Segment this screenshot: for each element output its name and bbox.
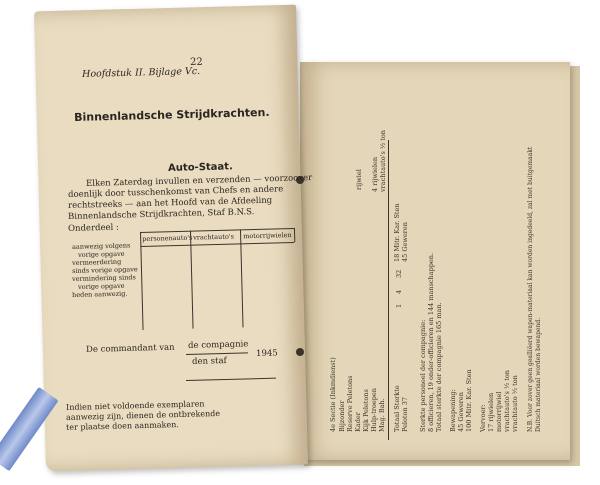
armament-line: 45 Geweren: [457, 392, 465, 432]
footnote-line: Indien niet voldoende exemplaren: [65, 399, 205, 412]
column-label: Reserve Peletons: [346, 375, 354, 432]
total-value: 18 Mitr. Kar. Sten: [393, 203, 401, 262]
total-value: 32: [395, 269, 403, 278]
page-heading: Binnenlandsche Strijdkrachten.: [73, 105, 270, 124]
side-note: vorige opgave: [77, 281, 125, 291]
signature-option: den staf: [191, 356, 227, 367]
table-header: personenauto's: [142, 233, 193, 243]
instruction-line: rechtstreeks — aan het Hoofd van de Afdeeling: [67, 195, 273, 211]
column-label: Mag. Bah.: [378, 398, 386, 432]
signature-line-label: De commandant van: [85, 342, 175, 355]
strength-line: 8 officieren, 19 onder-officieren en 144 manschappen.: [427, 252, 435, 432]
column-label: Bijzonder: [338, 400, 346, 432]
side-note: vermindering sinds: [71, 273, 136, 283]
footnote-line: aanwezig zijn, dienen de ontbrekende: [65, 408, 221, 422]
totals-divider: [388, 140, 389, 440]
signature-option: de compagnie: [187, 339, 249, 351]
vehicle-line: motorrijwiel: [495, 391, 503, 432]
nb-line: Duitsch materiaal worden bewapend.: [535, 317, 542, 432]
total-value: 45 Geweren: [401, 222, 409, 262]
chapter-label: Hoofdstuk II. Bijlage Vc.: [81, 65, 201, 80]
instruction-line: Elken Zaterdag invullen en verzenden — voorzoover: [85, 173, 313, 189]
instruction-line: doenlijk door tusschenkomst van Chefs en andere: [67, 184, 284, 200]
strength-line: Sterkte personeel der compagnie:: [419, 319, 427, 432]
binding-hole-bottom: [296, 348, 304, 356]
page-number: 22: [189, 56, 203, 68]
auto-staat-table: [140, 228, 297, 330]
vehicle-line: 17 rijwielen: [487, 392, 495, 432]
column-label: Kijk Peletons: [362, 389, 370, 432]
instruction-line: Binnenlandsche Strijdkrachten, Staf B.N.S.: [67, 207, 255, 222]
column-label: Kader: [354, 412, 362, 432]
side-note: aanwezig volgens: [71, 241, 131, 251]
armament-line: 100 Mitr. Kar. Sten: [465, 369, 473, 432]
onderdeel-label: Onderdeel :: [67, 222, 119, 234]
totals-line: Totaal Sterkte: [393, 385, 401, 432]
column-label: Hulp-troepen: [370, 388, 378, 432]
auto-staat-heading: Auto-Staat.: [167, 161, 233, 174]
rijwiel-label: rijwiel: [355, 169, 363, 190]
side-note: heden aanwezig.: [71, 289, 128, 299]
vehicle-line: vrachtauto ½ ton: [511, 375, 519, 432]
table-header: vrachtauto's: [193, 232, 235, 242]
side-note: vermeerdering: [71, 257, 122, 267]
total-value: 1: [395, 303, 403, 308]
vervoer-summary: vrachtauto's ½ ton: [379, 130, 387, 192]
side-note: sinds vorige opgave: [71, 265, 138, 275]
strength-line: Totaal sterkte der compagnie 165 man.: [435, 302, 443, 432]
vehicle-line: vrachtauto's ½ ton: [503, 370, 511, 432]
total-value: 4: [395, 289, 403, 294]
column-label: 4e Sectie (Inkmdienst): [329, 357, 337, 432]
nb-line: N.B. Voor zover geen gealliëerd wapen-materiaal kan worden ingedeeld, zal met buitgemaakt: [527, 146, 534, 432]
table-header: motorrijwielen: [243, 231, 292, 241]
vervoer-summary: 4 rijwielen: [371, 156, 379, 192]
year-label: 1945: [255, 348, 278, 359]
armament-heading: Bewapening:: [449, 389, 457, 432]
footnote-line: ter plaatse doen aanmaken.: [65, 420, 179, 432]
vervoer-heading: Vervoer:: [479, 404, 487, 432]
side-note: vorige opgave: [77, 249, 125, 259]
totals-line: Peloton 37: [401, 397, 409, 432]
